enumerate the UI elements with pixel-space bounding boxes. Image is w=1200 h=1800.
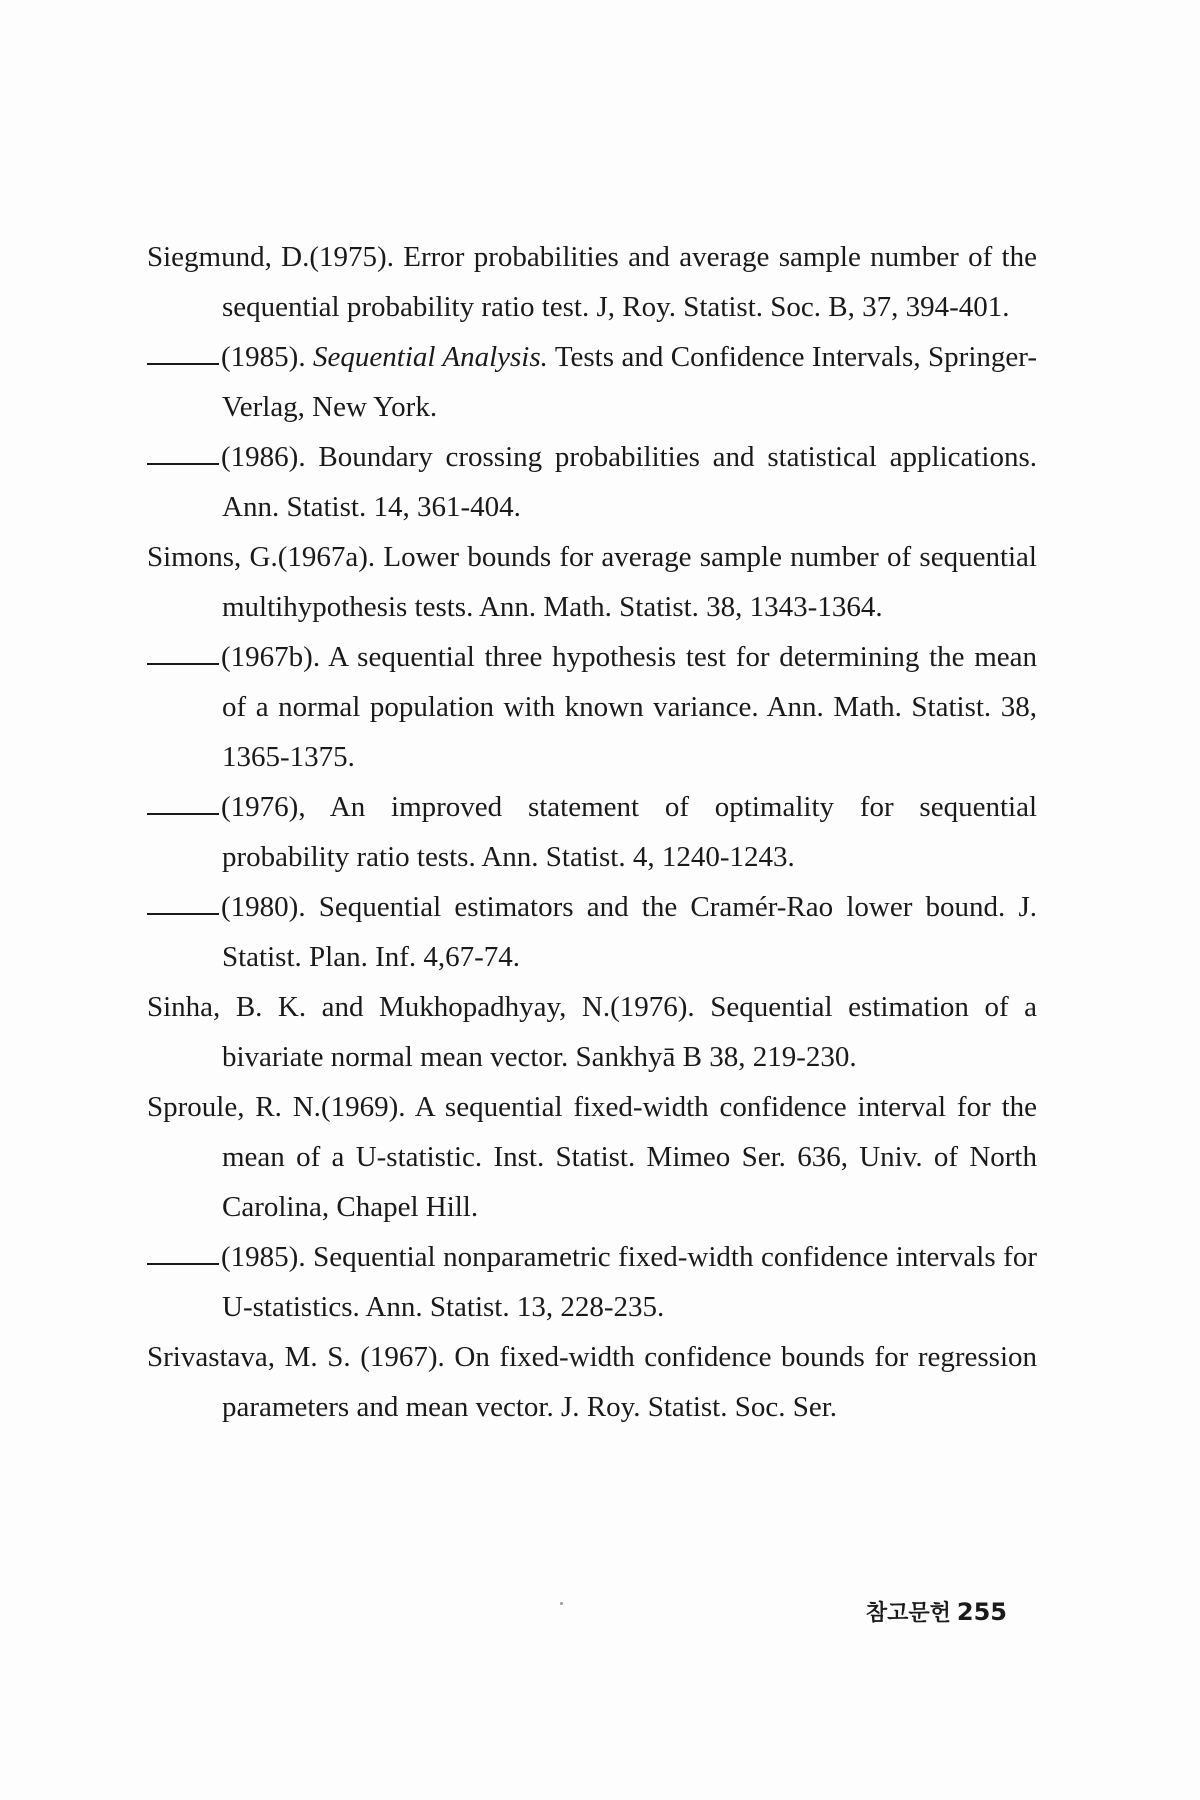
reference-title-italic: Sequential Analysis.	[305, 341, 548, 373]
reference-year: (1985).	[221, 341, 306, 373]
reference-text: Error probabilities and average sample number of the sequential probability ratio test. J, Roy. Statist. Soc. B, 37, 394-401.	[222, 241, 1037, 323]
reference-text: A sequential three hypothesis test for determining the mean of a normal population with known variance. Ann. Math. Statist. 38, 1365-1375.	[222, 641, 1037, 773]
reference-author: Sproule, R. N.	[147, 1091, 321, 1123]
reference-year: (1967b).	[221, 641, 321, 673]
section-label: 참고문헌	[865, 1601, 951, 1626]
reference-entry	[147, 532, 1037, 632]
reference-text: Sequential nonparametric fixed-width confidence intervals for U-statistics. Ann. Statist. 13, 228-235.	[222, 1241, 1037, 1323]
reference-year: (1986).	[221, 441, 306, 473]
reference-year: (1969).	[320, 1091, 406, 1123]
reference-year: (1976).	[610, 991, 695, 1023]
reference-entry	[147, 882, 1037, 982]
reference-entry	[147, 332, 1037, 432]
reference-text: Boundary crossing probabilities and statistical applications. Ann. Statist. 14, 361-404.	[222, 441, 1037, 523]
reference-entry	[147, 632, 1037, 782]
reference-entry	[147, 1332, 1037, 1432]
reference-year: (1967a).	[277, 541, 376, 573]
page-footer	[866, 1596, 1007, 1627]
scan-speck	[560, 1602, 563, 1605]
reference-year: (1967).	[360, 1341, 445, 1373]
ditto-rule	[147, 1263, 219, 1265]
reference-list	[147, 232, 1037, 1432]
reference-author: Srivastava, M. S.	[147, 1341, 361, 1373]
reference-entry	[147, 1232, 1037, 1332]
reference-entry	[147, 432, 1037, 532]
ditto-rule	[147, 363, 219, 365]
ditto-rule	[147, 813, 219, 815]
ditto-rule	[147, 663, 219, 665]
reference-text: Tests and Confidence Intervals, Springer-Verlag, New York.	[222, 341, 1037, 423]
reference-text: Sequential estimators and the Cramér-Rao lower bound. J. Statist. Plan. Inf. 4,67-74.	[222, 891, 1037, 973]
reference-text: Lower bounds for average sample number of sequential multihypothesis tests. Ann. Math. Statist. 38, 1343-1364.	[222, 541, 1037, 623]
reference-year: (1976),	[221, 791, 306, 823]
reference-entry	[147, 982, 1037, 1082]
ditto-rule	[147, 463, 219, 465]
reference-year: (1975).	[309, 241, 394, 273]
ditto-rule	[147, 913, 219, 915]
reference-entry	[147, 1082, 1037, 1232]
reference-year: (1980).	[221, 891, 306, 923]
reference-text: On fixed-width confidence bounds for regression parameters and mean vector. J. Roy. Statist. Soc. Ser.	[222, 1341, 1038, 1423]
reference-author: Siegmund, D.	[147, 241, 310, 273]
reference-author: Simons, G.	[147, 541, 278, 573]
reference-author: Sinha, B. K. and Mukhopadhyay, N.	[147, 991, 611, 1023]
reference-entry	[147, 782, 1037, 882]
page-number: 255	[956, 1598, 1007, 1626]
reference-entry	[147, 232, 1037, 332]
reference-text: A sequential fixed-width confidence interval for the mean of a U-statistic. Inst. Statist. Mimeo Ser. 636, Univ. of North Carolina, Chapel Hill.	[222, 1091, 1038, 1223]
reference-text: An improved statement of optimality for sequential probability ratio tests. Ann. Statist. 4, 1240-1243.	[222, 791, 1037, 873]
reference-year: (1985).	[221, 1241, 306, 1273]
reference-text: Sequential estimation of a bivariate normal mean vector. Sankhyā B 38, 219-230.	[222, 991, 1037, 1073]
